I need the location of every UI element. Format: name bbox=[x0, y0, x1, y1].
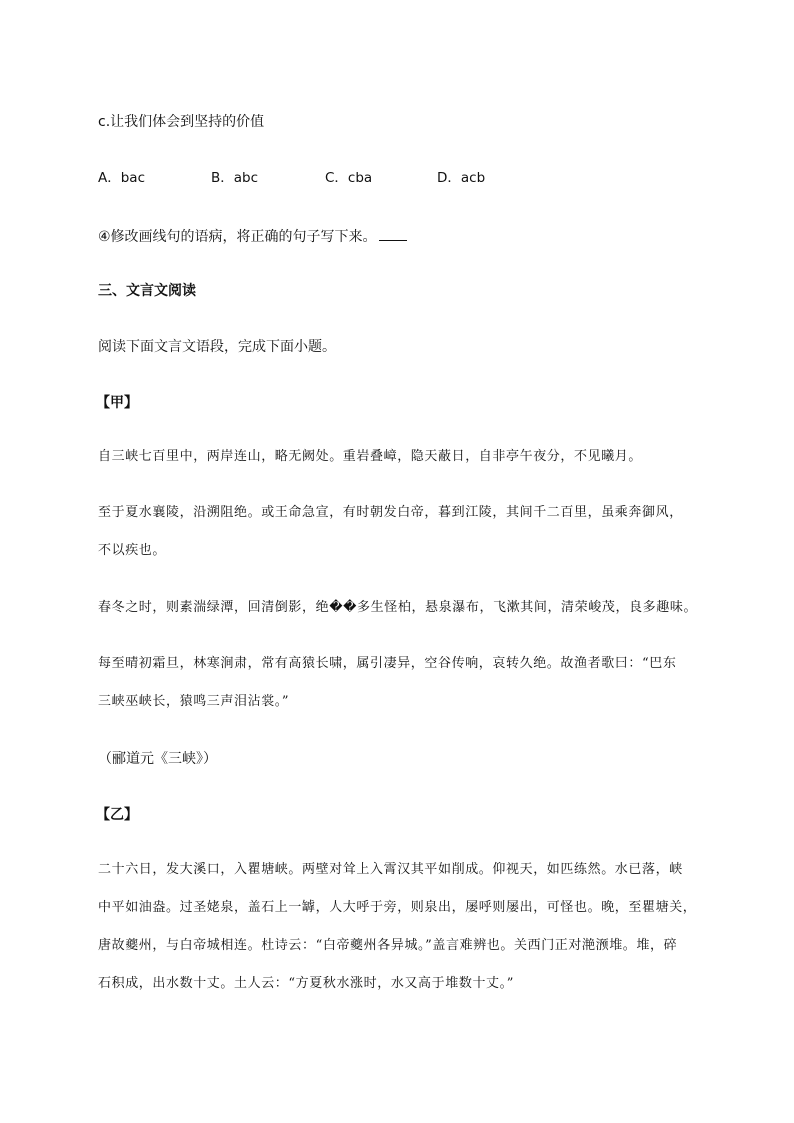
jia-line-1: 自三峡七百里中，两岸连山，略无阙处。重岩叠嶂，隐天蔽日，自非亭午夜分，不见曦月。 bbox=[98, 449, 643, 464]
choice-item-c: c.让我们体会到坚持的价值 bbox=[98, 114, 265, 130]
yi-line-4: 石积成，出水数十丈。土人云：“方夏秋水涨时，水又高于堆数十丈。” bbox=[98, 976, 514, 991]
yi-line-1: 二十六日，发大溪口，入瞿塘峡。两壁对耸上入霄汉其平如削成。仰视天，如匹练然。水已落，峡 bbox=[98, 862, 683, 877]
answer-blank bbox=[379, 226, 407, 241]
option-c: C．cba bbox=[325, 170, 373, 186]
yi-line-3: 唐故夔州，与白帝城相连。杜诗云：“白帝夔州各异城。”盖言难辨也。关西门正对滟滪堆。堆，碎 bbox=[98, 938, 678, 953]
section-heading: 三、文言文阅读 bbox=[98, 283, 196, 299]
passage-yi-label: 【乙】 bbox=[96, 807, 138, 823]
yi-line-2: 中平如油盎。过圣姥泉，盖石上一罅，人大呼于旁，则泉出，屡呼则屡出，可怪也。晚，至瞿塘关， bbox=[98, 900, 697, 915]
jia-line-2: 至于夏水襄陵，沿溯阻绝。或王命急宣，有时朝发白帝，暮到江陵，其间千二百里，虽乘奔御风， bbox=[98, 505, 683, 520]
question-4-text: ④修改画线句的语病，将正确的句子写下来。 bbox=[98, 229, 377, 245]
jia-line-6: 三峡巫峡长，猿鸣三声泪沾裳。” bbox=[98, 694, 290, 709]
question-4 bbox=[98, 226, 407, 247]
option-d: D．acb bbox=[437, 170, 486, 186]
passage-jia-label: 【甲】 bbox=[96, 395, 138, 411]
jia-line-4: 春冬之时，则素湍绿潭，回清倒影，绝��多生怪柏，悬泉瀑布，飞漱其间，清荣峻茂，良多趣味。 bbox=[98, 600, 698, 615]
section-instruction: 阅读下面文言文语段，完成下面小题。 bbox=[98, 339, 336, 355]
option-b: B．abc bbox=[211, 170, 259, 186]
jia-line-3: 不以疾也。 bbox=[98, 543, 167, 558]
jia-line-5: 每至晴初霜旦，林寒涧肃，常有高猿长啸，属引凄异，空谷传响，哀转久绝。故渔者歌曰：“巴东 bbox=[98, 656, 677, 671]
option-a: A．bac bbox=[98, 170, 145, 186]
jia-source: （郦道元《三峡》） bbox=[98, 751, 217, 767]
